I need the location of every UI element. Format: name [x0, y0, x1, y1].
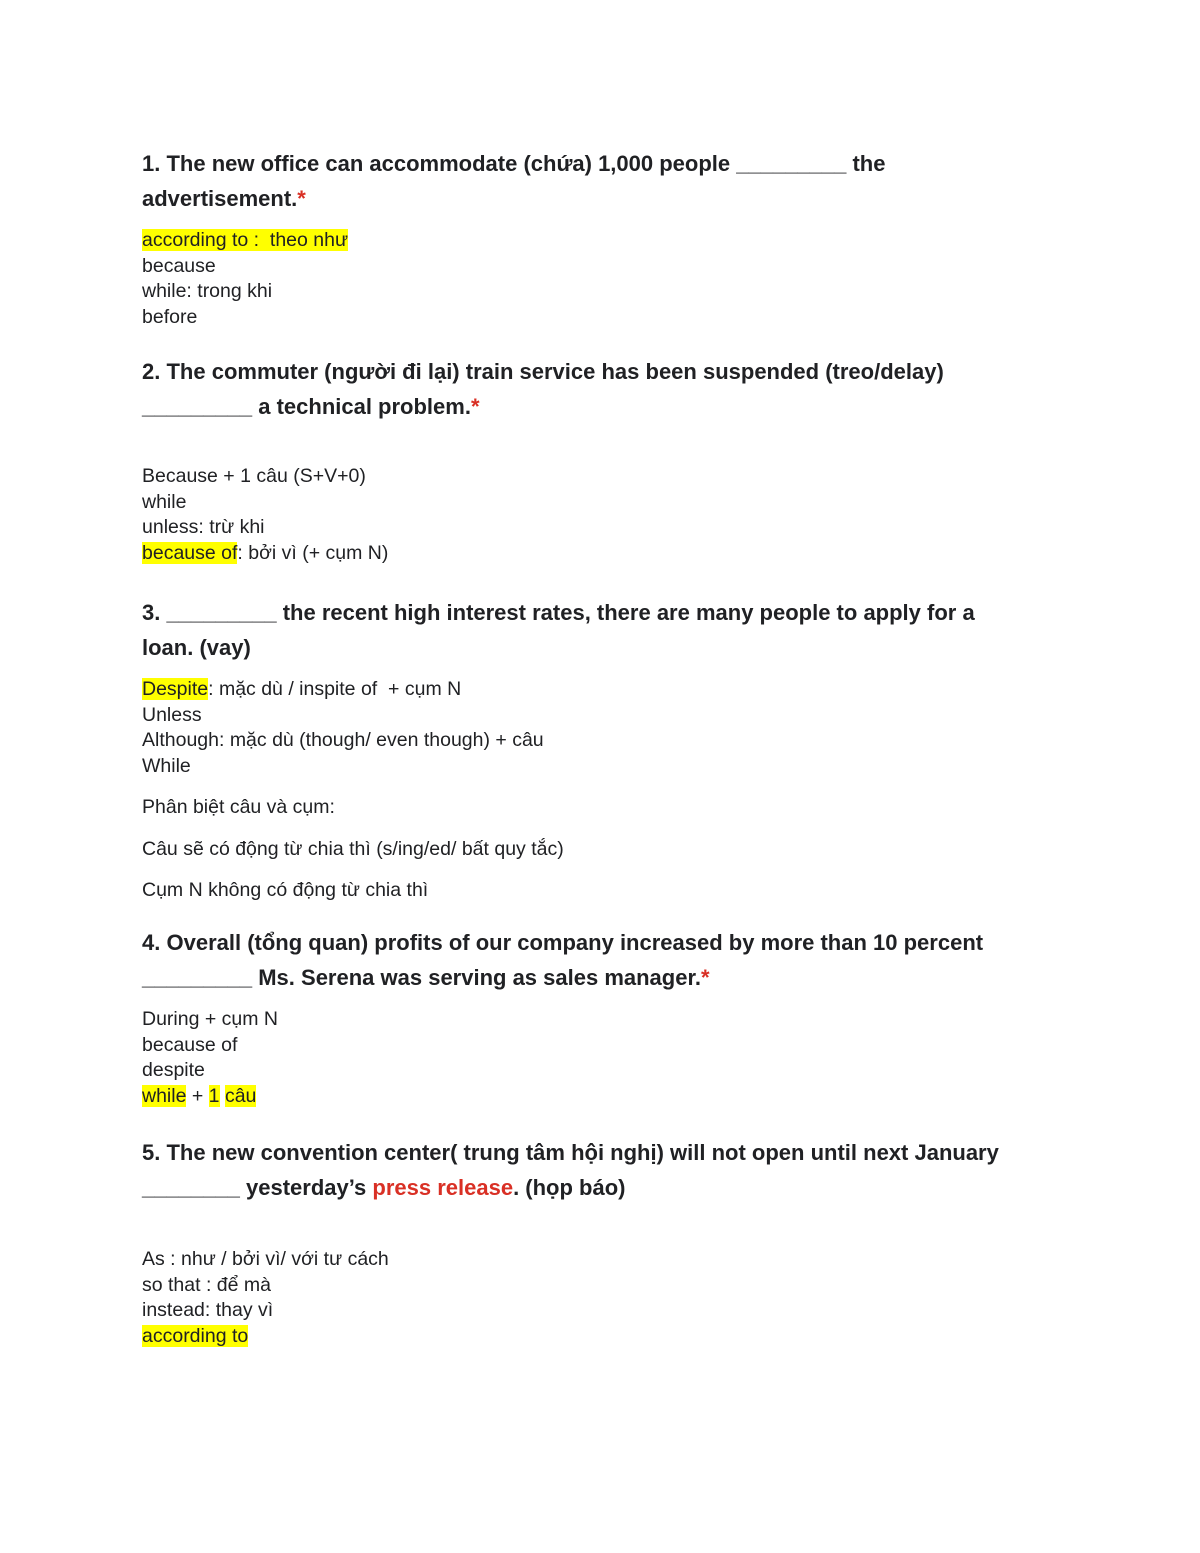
- option[interactable]: [142, 1298, 1102, 1324]
- question-text-line2: _________ a technical problem.: [142, 394, 471, 419]
- question-4: [142, 925, 1102, 1109]
- option[interactable]: [142, 1007, 1102, 1033]
- question-text-line1: The commuter (người đi lại) train service has been suspended (treo/delay): [166, 359, 944, 384]
- option[interactable]: [142, 541, 1102, 567]
- required-mark: *: [700, 965, 710, 990]
- option[interactable]: [142, 464, 1102, 490]
- required-mark: *: [297, 186, 306, 211]
- note: Câu sẽ có động từ chia thì (s/ing/ed/ bất quy tắc): [142, 837, 564, 860]
- question-text-line2: advertisement.: [142, 186, 298, 211]
- option-label: Unless: [142, 703, 202, 726]
- option-highlight: while: [142, 1084, 187, 1107]
- question-text-line2: _________ Ms. Serena was serving as sales manager.: [142, 965, 701, 990]
- question-3: [142, 595, 1102, 904]
- press-release-text: press release: [372, 1175, 514, 1200]
- option-highlight: câu: [224, 1084, 257, 1107]
- option-highlight: because of: [142, 541, 238, 564]
- option-label: : bởi vì (+ cụm N): [237, 541, 389, 564]
- option[interactable]: [142, 279, 1102, 305]
- option-label: according to : theo như: [142, 229, 349, 251]
- option-label: During + cụm N: [142, 1008, 279, 1030]
- option-label: Although: mặc dù (though/ even though) + câu: [142, 729, 544, 751]
- option[interactable]: [142, 305, 1102, 331]
- option[interactable]: [142, 228, 1102, 254]
- question-1: [142, 146, 1102, 330]
- option-label: while: [142, 490, 187, 513]
- question-number: 4.: [142, 930, 161, 955]
- question-4-text: [142, 925, 1102, 995]
- note: Phân biệt câu và cụm:: [142, 796, 335, 818]
- question-1-options: [142, 228, 1102, 330]
- option[interactable]: [142, 703, 1102, 729]
- option-label: because: [142, 254, 216, 277]
- option[interactable]: [142, 1324, 1102, 1350]
- question-text-line1: _________ the recent high interest rates, there are many people to apply for a: [166, 600, 975, 625]
- question-number: 5.: [142, 1140, 161, 1165]
- question-text-line2: ________ yesterday’s: [142, 1175, 373, 1200]
- option[interactable]: [142, 728, 1102, 754]
- question-text-line1: The new office can accommodate (chứa) 1,000 people _________ the: [166, 151, 886, 176]
- question-5-text: [142, 1135, 1102, 1205]
- question-2: [142, 354, 1102, 566]
- option[interactable]: [142, 254, 1102, 280]
- note: Cụm N không có động từ chia thì: [142, 879, 429, 901]
- option[interactable]: [142, 1247, 1102, 1273]
- option-highlight: Despite: [142, 678, 209, 700]
- option-highlight: 1: [208, 1084, 220, 1107]
- option[interactable]: [142, 677, 1102, 703]
- question-2-text: [142, 354, 1102, 424]
- option-label: instead: thay vì: [142, 1299, 274, 1321]
- question-5: [142, 1135, 1102, 1349]
- option-label: according to: [142, 1324, 249, 1347]
- option[interactable]: [142, 515, 1102, 541]
- option[interactable]: [142, 490, 1102, 516]
- question-1-text: [142, 146, 1102, 216]
- option-label: +: [186, 1084, 209, 1107]
- option[interactable]: [142, 754, 1102, 780]
- question-4-options: [142, 1007, 1102, 1109]
- option-label: While: [142, 754, 191, 777]
- option-label: As : như / bởi vì/ với tư cách: [142, 1248, 389, 1270]
- option-label: so that : để mà: [142, 1273, 271, 1296]
- question-text-line2: loan. (vay): [142, 635, 251, 660]
- option-label: while: trong khi: [142, 280, 273, 302]
- option-label: before: [142, 305, 198, 328]
- question-number: 3.: [142, 600, 161, 625]
- question-2-options: [142, 464, 1102, 566]
- option[interactable]: [142, 1273, 1102, 1299]
- question-3-text: [142, 595, 1102, 665]
- question-number: 1.: [142, 151, 161, 176]
- option-label: Because + 1 câu (S+V+0): [142, 465, 366, 487]
- question-number: 2.: [142, 359, 161, 384]
- question-text-line2-end: . (họp báo): [513, 1175, 626, 1200]
- question-3-options: [142, 677, 1102, 779]
- question-text-line1: Overall (tổng quan) profits of our company increased by more than 10 percent: [166, 930, 984, 955]
- question-5-options: [142, 1247, 1102, 1349]
- option[interactable]: [142, 1084, 1102, 1110]
- option[interactable]: [142, 1033, 1102, 1059]
- option-label: because of: [142, 1033, 238, 1056]
- question-text-line1: The new convention center( trung tâm hội nghị) will not open until next January: [166, 1140, 999, 1165]
- required-mark: *: [470, 394, 480, 419]
- option-label: : mặc dù / inspite of + cụm N: [208, 678, 462, 700]
- option[interactable]: [142, 1058, 1102, 1084]
- option-label: despite: [142, 1059, 205, 1081]
- option-label: unless: trừ khi: [142, 516, 265, 538]
